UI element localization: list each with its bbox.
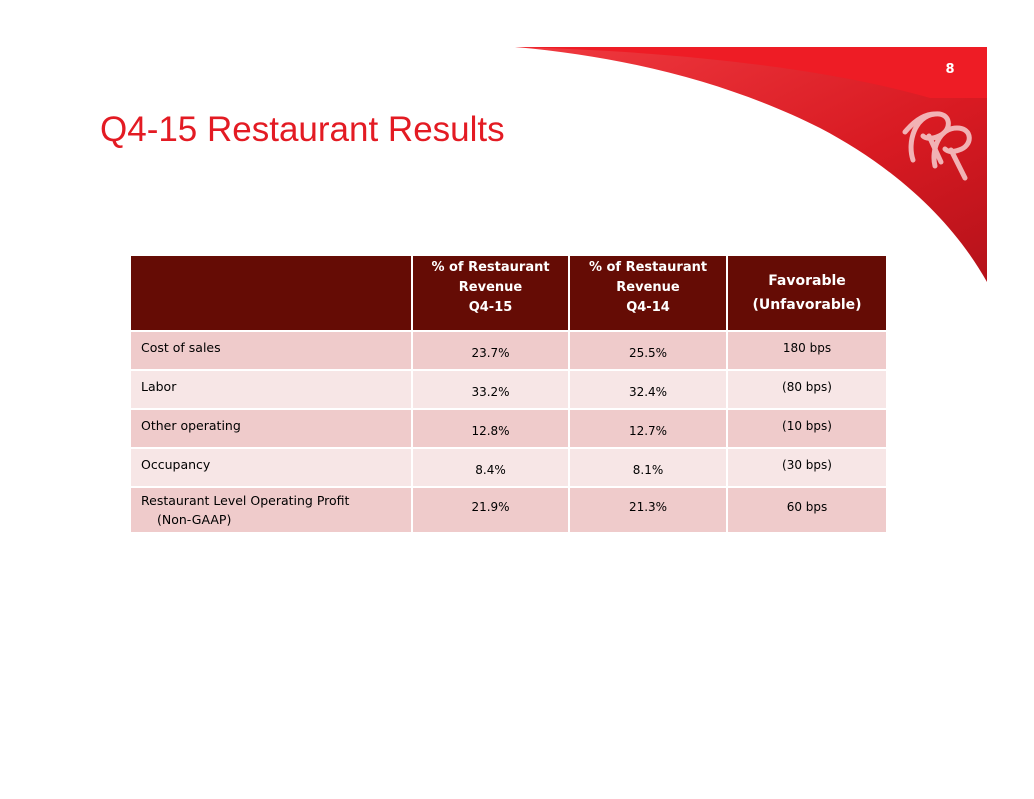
row-label-sub: (Non-GAAP): [157, 512, 232, 527]
cell-change: (80 bps): [727, 370, 886, 409]
table-row: [131, 331, 886, 370]
row-label: [131, 487, 412, 533]
table-row: [131, 448, 886, 487]
row-label: Labor: [131, 370, 412, 409]
cell-q4-15: 8.4%: [412, 448, 569, 487]
slide-title: Q4-15 Restaurant Results: [100, 110, 505, 149]
header-cell-empty: [131, 256, 412, 331]
cell-q4-14: 32.4%: [569, 370, 727, 409]
table-header-row: [131, 256, 886, 331]
table-row: [131, 409, 886, 448]
header-line: Q4-15: [468, 300, 513, 315]
table-row: [131, 370, 886, 409]
cell-q4-15: 33.2%: [412, 370, 569, 409]
row-label: Other operating: [131, 409, 412, 448]
cell-q4-15: 21.9%: [412, 487, 569, 533]
row-label: Occupancy: [131, 448, 412, 487]
table-row: [131, 487, 886, 533]
row-label: Cost of sales: [131, 331, 412, 370]
header-line: Revenue: [458, 280, 523, 295]
cell-change: 180 bps: [727, 331, 886, 370]
row-label-main: Restaurant Level Operating Profit: [141, 493, 350, 508]
cell-q4-14: 12.7%: [569, 409, 727, 448]
cell-q4-14: 21.3%: [569, 487, 727, 533]
cell-q4-15: 23.7%: [412, 331, 569, 370]
restaurant-results-table: [131, 256, 886, 534]
header-line: % of Restaurant: [431, 260, 550, 275]
header-line: % of Restaurant: [588, 260, 708, 275]
header-line: Revenue: [616, 280, 680, 295]
header-cell-favorable: [727, 256, 886, 331]
cell-change: 60 bps: [727, 487, 886, 533]
cell-q4-15: 12.8%: [412, 409, 569, 448]
cell-q4-14: 25.5%: [569, 331, 727, 370]
header-cell-q4-15: [412, 256, 569, 331]
header-line: Q4-14: [626, 300, 670, 315]
cell-q4-14: 8.1%: [569, 448, 727, 487]
page-number: 8: [945, 62, 955, 77]
cell-change: (10 bps): [727, 409, 886, 448]
rr-monogram-icon: [895, 102, 985, 186]
cell-change: (30 bps): [727, 448, 886, 487]
header-line: (Unfavorable): [752, 297, 862, 313]
header-cell-q4-14: [569, 256, 727, 331]
header-line: Favorable: [768, 273, 846, 289]
